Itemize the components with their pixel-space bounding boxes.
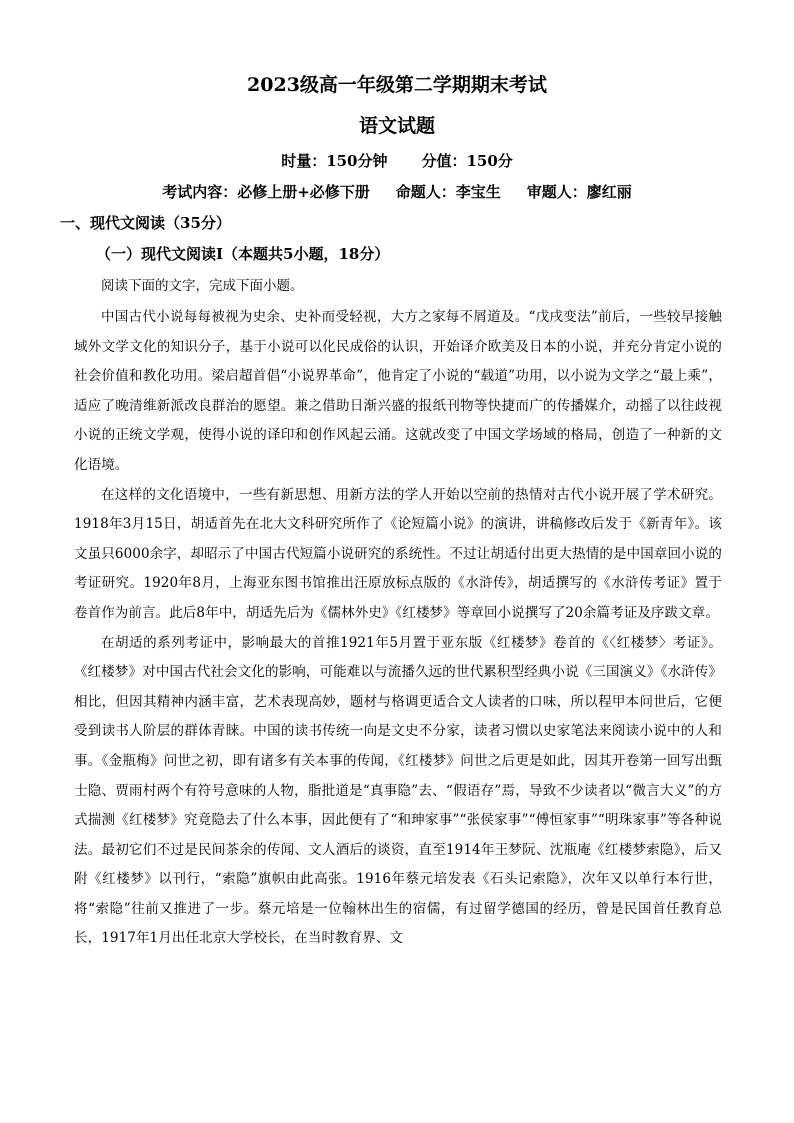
exam-meta-line — [0, 181, 794, 203]
exam-title: 2023级高一年级第二学期期末考试 — [247, 74, 547, 96]
section-subheading: （一）现代文阅读Ⅰ（本题共5小题，18分） — [96, 245, 390, 263]
reading-passage — [74, 303, 722, 954]
passage-paragraph-2: 在这样的文化语境中，一些有新思想、用新方法的学人开始以空前的热情对古代小说开展了学术研究。1918年3月15日，胡适首先在北大文科研究所作了《论短篇小说》的演讲，讲稿修改后发于《新青年》。该文虽只6000余字，却昭示了中国古代短篇小说研究的系统性。不过让胡适付出更大热情的是中国章回小说的考证研究。1920年8月，上海亚东图书馆推出汪原放标点版的《水浒传》，胡适撰写的《水浒传考证》置于卷首作为前言。此后8年中，胡适先后为《儒林外史》《红楼梦》等章回小说撰写了20余篇考证及序跋文章。 — [74, 486, 723, 621]
reading-instruction: 阅读下面的文字，完成下面小题。 — [101, 278, 304, 294]
exam-author: 命题人：李宝生 — [395, 183, 501, 201]
passage-paragraph-1: 中国古代小说每每被视为史余、史补而受轻视，大方之家每不屑道及。“戊戌变法”前后，一些较早接触域外文学文化的知识分子，基于小说可以化民成俗的认识，开始译介欧美及日本的小说，并充分肯定小说的社会价值和教化功用。梁启超首倡“小说界革命”，他肯定了小说的“载道”功用，以小说为文学之“最上乘”，适应了晚清维新派改良群治的愿望。兼之借助日渐兴盛的报纸刊物等快捷而广的传播媒介，动摇了以往歧视小说的正统文学观，使得小说的译印和创作风起云涌。这就改变了中国文学场域的格局，创造了一种新的文化语境。 — [74, 309, 722, 473]
exam-subject: 语文试题 — [358, 115, 435, 137]
exam-time-score-line — [0, 150, 794, 172]
passage-paragraph-3: 在胡适的系列考证中，影响最大的首推1921年5月置于亚东版《红楼梦》卷首的《〈红楼梦〉考证》。《红楼梦》对中国古代社会文化的影响，可能难以与流播久远的世代累积型经典小说《三国演义》《水浒传》相比，但因其精神内涵丰富，艺术表现高妙，题材与格调更适合文人读者的口味，所以程甲本问世后，它便受到读书人阶层的群体青睐。中国的读书传统一向是文史不分家，读者习惯以史家笔法来阅读小说中的人和事。《金瓶梅》问世之初，即有诸多有关本事的传闻，《红楼梦》问世之后更是如此，因其开卷第一回写出甄士隐、贾雨村两个有符号意味的人物，脂批道是“真事隐”去、“假语存”焉，导致不少读者以“微言大义”的方式揣测《红楼梦》究竟隐去了什么本事，因此便有了“和珅家事”“张侯家事”“傅恒家事”“明珠家事”等各种说法。最初它们不过是民间茶余的传闻、文人酒后的谈资，直至1914年王梦阮、沈瓶庵《红楼梦索隐》，后又附《红楼梦》以刊行，“索隐”旗帜由此高张。1916年蔡元培发表《石头记索隐》，次年又以单行本行世，将“索隐”往前又推进了一步。蔡元培是一位翰林出生的宿儒，有过留学德国的经历，曾是民国首任教育总长，1917年1月出任北京大学校长，在当时教育界、文 — [74, 634, 722, 947]
section-heading: 一、现代文阅读（35分） — [60, 214, 231, 232]
exam-time: 时量：150分钟 — [281, 152, 388, 170]
exam-reviewer: 审题人：廖红丽 — [526, 183, 632, 201]
exam-content: 考试内容：必修上册+必修下册 — [162, 183, 370, 201]
exam-score: 分值：150分 — [421, 152, 513, 170]
